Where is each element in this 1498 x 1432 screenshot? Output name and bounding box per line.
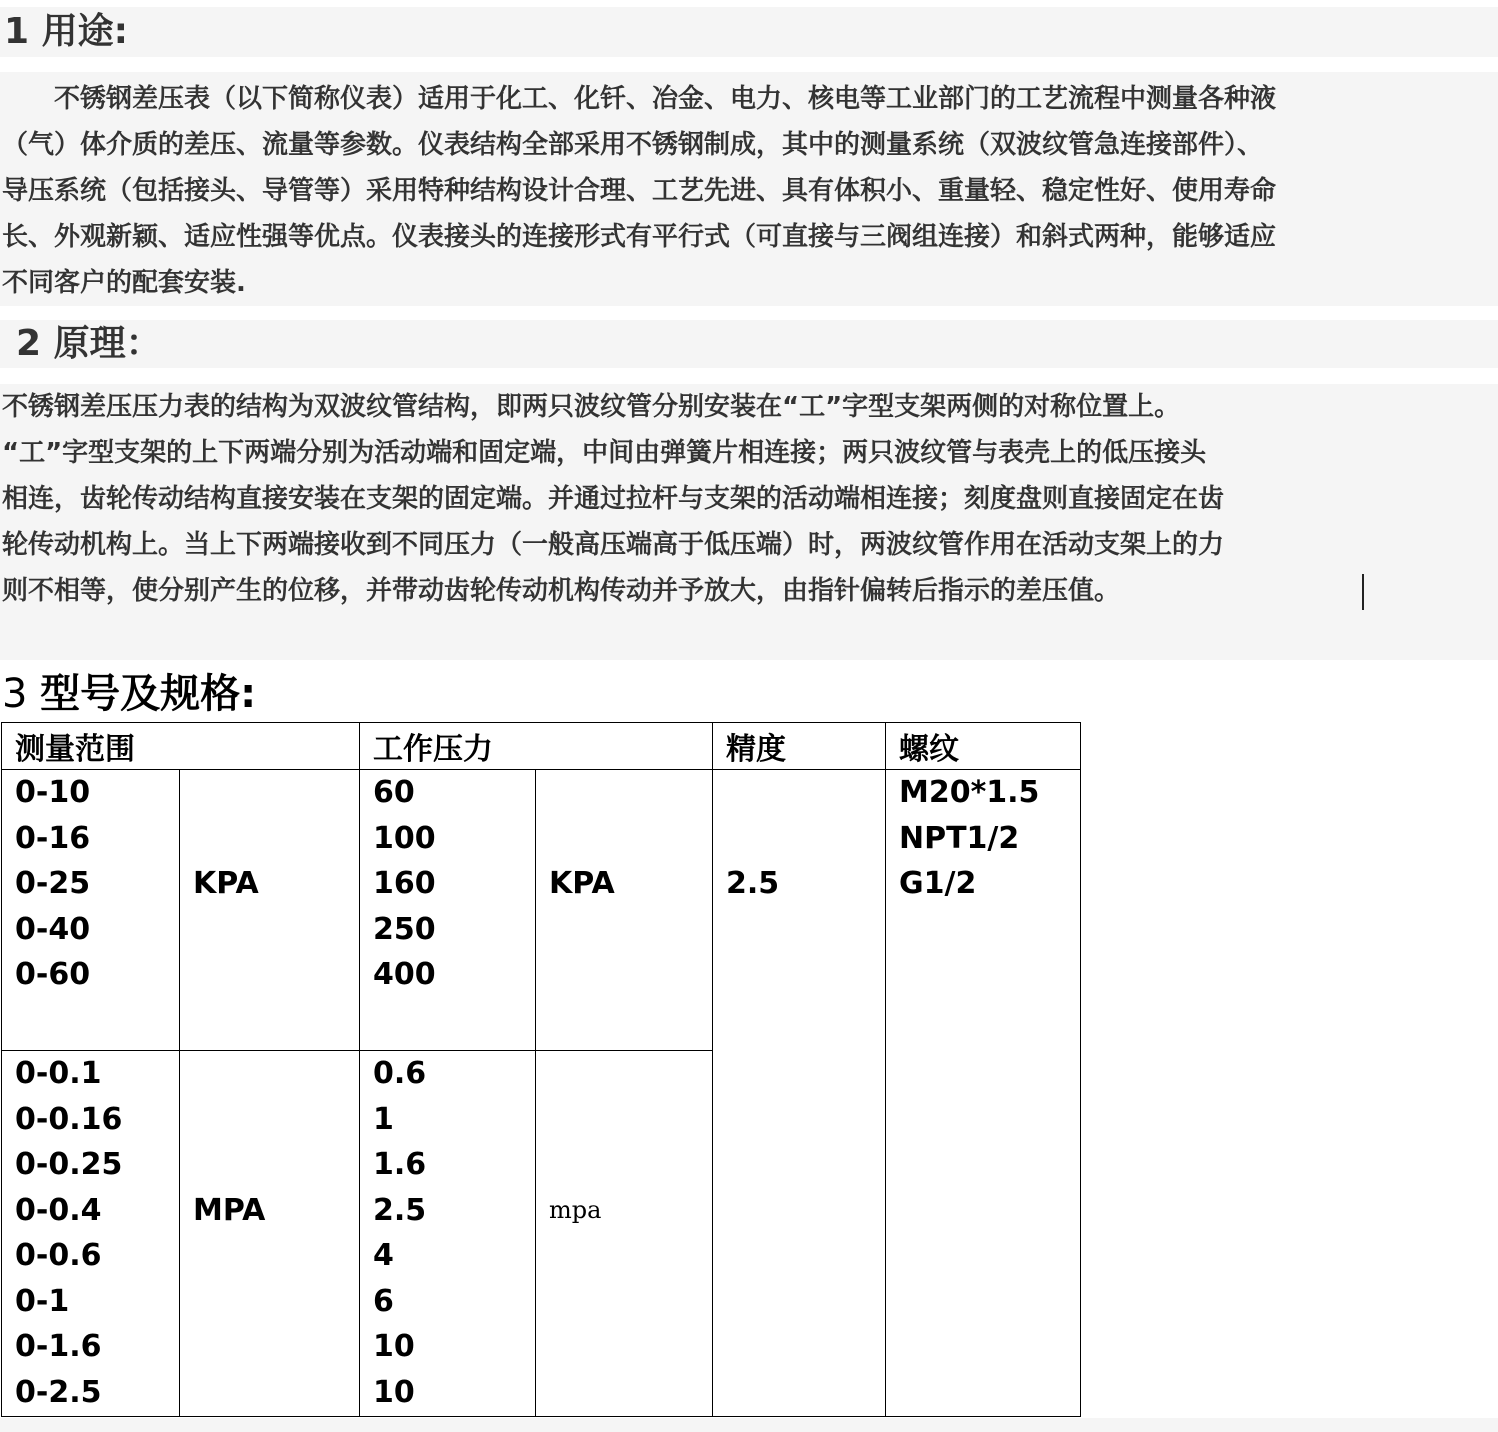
- range-value: 0-2.5: [15, 1374, 102, 1410]
- pressure-value: 400: [373, 957, 436, 992]
- principle-heading-band: [0, 320, 1498, 368]
- range-value: 0-25: [15, 866, 91, 901]
- pressure-value: 1: [373, 1101, 394, 1137]
- usage-paragraph: [2, 76, 1494, 306]
- range-unit: KPA: [193, 866, 259, 901]
- usage-heading-band: [0, 7, 1498, 57]
- pressure-value: 100: [373, 820, 436, 856]
- pressure-unit: KPA: [549, 866, 615, 901]
- principle-line: “工”字型支架的上下两端分别为活动端和固定端，中间由弹簧片相连接；两只波纹管与表壳上的低压接头: [2, 438, 1207, 468]
- range-value: 0-0.25: [15, 1147, 123, 1182]
- pressure-value: 250: [373, 911, 436, 947]
- range-value: 0-0.4: [15, 1192, 102, 1228]
- range-value: 0-0.16: [15, 1101, 123, 1137]
- header-thread: 螺纹: [886, 723, 1081, 770]
- spec-table: [1, 722, 1081, 1417]
- pressure-value: 4: [373, 1238, 394, 1273]
- pressure-value: 6: [373, 1283, 394, 1319]
- table-header-row: [2, 723, 1081, 770]
- range-value: 0-10: [15, 775, 91, 810]
- kpa-ranges-cell: [2, 770, 180, 1051]
- thread-value: M20*1.5: [899, 775, 1040, 810]
- kpa-range-unit-cell: [180, 770, 360, 1051]
- mpa-range-unit-cell: [180, 1051, 360, 1417]
- principle-line: 不锈钢差压压力表的结构为双波纹管结构，即两只波纹管分别安装在“工”字型支架两侧的对称位置上。: [2, 392, 1181, 422]
- usage-line: 不锈钢差压表（以下简称仪表）适用于化工、化钎、冶金、电力、核电等工业部门的工艺流程中测量各种液: [2, 84, 1277, 114]
- accuracy-cell: [713, 770, 886, 1417]
- principle-paragraph: [2, 384, 1494, 614]
- pressure-value: 0.6: [373, 1056, 427, 1091]
- accuracy-value: 2.5: [726, 866, 780, 901]
- usage-line: 导压系统（包括接头、导管等）采用特种结构设计合理、工艺先进、具有体积小、重量轻、稳定性好、使用寿命: [2, 176, 1277, 206]
- principle-heading: 2 原理：: [16, 323, 162, 364]
- principle-line: 相连，齿轮传动结构直接安装在支架的固定端。并通过拉杆与支架的活动端相连接；刻度盘则直接固定在齿: [2, 484, 1225, 514]
- thread-value: NPT1/2: [899, 820, 1020, 856]
- specs-heading-text: 型号及规格:: [40, 671, 257, 717]
- pressure-value: 60: [373, 775, 415, 810]
- pressure-value: 10: [373, 1374, 415, 1410]
- header-pressure: 工作压力: [360, 723, 713, 770]
- mpa-pressures-cell: [360, 1051, 536, 1417]
- range-value: 0-60: [15, 957, 91, 992]
- table-row-kpa: [2, 770, 1081, 1051]
- pressure-unit: mpa: [549, 1195, 602, 1224]
- thread-cell: [886, 770, 1081, 1417]
- mpa-pressure-unit-cell: [536, 1051, 713, 1417]
- range-value: 0-40: [15, 911, 91, 947]
- range-value: 0-0.1: [15, 1056, 102, 1091]
- header-range: 测量范围: [2, 723, 360, 770]
- specs-heading: [2, 666, 256, 722]
- mpa-ranges-cell: [2, 1051, 180, 1417]
- usage-line: （气）体介质的差压、流量等参数。仪表结构全部采用不锈钢制成，其中的测量系统（双波纹管急连接部件）、: [2, 130, 1264, 160]
- kpa-pressures-cell: [360, 770, 536, 1051]
- range-value: 0-16: [15, 820, 91, 856]
- specs-heading-number: 3: [2, 671, 41, 717]
- pressure-value: 2.5: [373, 1192, 427, 1228]
- thread-value: G1/2: [899, 866, 977, 901]
- footer-band: [0, 1418, 1498, 1432]
- principle-line: 轮传动机构上。当上下两端接收到不同压力（一般高压端高于低压端）时，两波纹管作用在活动支架上的力: [2, 530, 1225, 560]
- kpa-pressure-unit-cell: [536, 770, 713, 1051]
- range-value: 0-0.6: [15, 1238, 102, 1273]
- range-unit: MPA: [193, 1192, 266, 1228]
- range-value: 0-1.6: [15, 1329, 102, 1364]
- usage-heading: 1 用途:: [4, 11, 128, 52]
- header-accuracy: 精度: [713, 723, 886, 770]
- pressure-value: 160: [373, 866, 436, 901]
- pressure-value: 10: [373, 1329, 415, 1364]
- pressure-value: 1.6: [373, 1147, 427, 1182]
- usage-line: 不同客户的配套安装.: [2, 268, 246, 298]
- range-value: 0-1: [15, 1283, 70, 1319]
- principle-line: 则不相等，使分别产生的位移，并带动齿轮传动机构传动并予放大，由指针偏转后指示的差压值。: [2, 576, 1121, 606]
- usage-line: 长、外观新颖、适应性强等优点。仪表接头的连接形式有平行式（可直接与三阀组连接）和斜式两种，能够适应: [2, 222, 1277, 252]
- text-cursor: [1362, 574, 1364, 610]
